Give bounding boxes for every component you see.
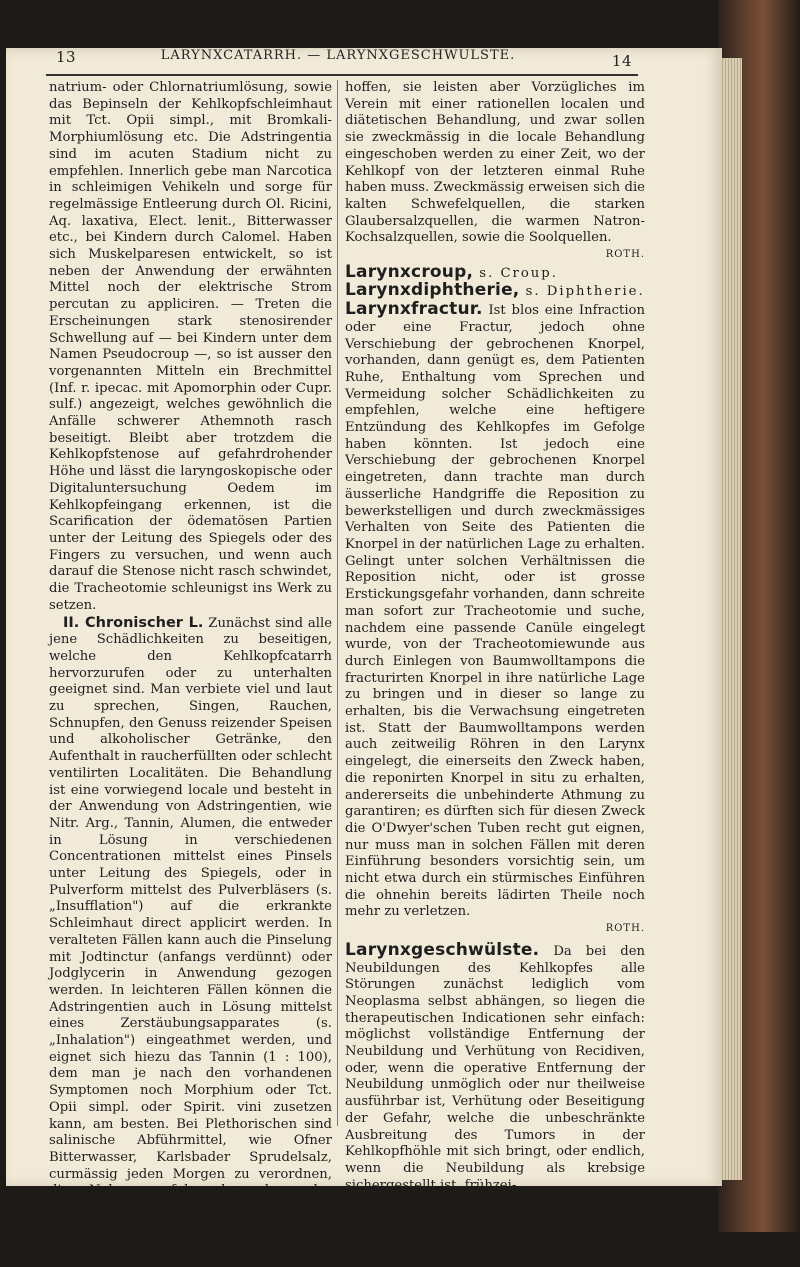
cross-reference-diphtherie: s. Diphtherie. [519,284,645,300]
paragraph-larynxfractur: Ist blos eine Infraction oder eine Fractur, jedoch ohne Verschiebung der gebrochenen Knorpel, vorhanden, dann genügt es, dem Patienten Ruhe, Enthaltung vom Sprechen und Vermeidung solcher Schädlichkeiten zu empfehlen, welche eine heftigere Entzündung des Kehlkopfes im Gefolge haben könnten. Ist jedoch eine Verschiebung der gebrochenen Knorpel eingetreten, dann trachte man durch äusserliche Handgriffe die Reposition zu bewerkstelligen und durch zweckmässiges Verhalten von Seite des Patienten die Knorpel in der natürlichen Lage zu erhalten. Gelingt unter solchen Verhältnissen die Reposition nicht, oder ist grosse Erstickungsgefahr vorhanden, dann schreite man sofort zur Tracheotomie und suche, nachdem eine passende Canüle eingelegt wurde, von der Tracheotomiewunde aus durch Einlegen von Baumwolltampons die fracturirten Knorpel in ihre natürliche Lage zu bringen und in dieser so lange zu erhalten, bis die Verwachsung eingetreten ist. Statt der Baumwolltampons werden auch zeitweilig Röhren in den Larynx eingelegt, die einerseits den Zweck haben, die reponirten Knorpel in situ zu erhalten, andererseits die unbehinderte Athmung zu garantiren; es dürften sich für diesen Zweck die O'Dwyer'schen Tuben recht gut eignen, nur muss man in solchen Fällen mit deren Einführung besonders vorsichtig sein, um nicht etwa durch ein stürmisches Einführen die ohnehin bereits lädirten Theile noch mehr zu verletzen. [345,303,645,920]
paragraph-acute-treatment: natrium- oder Chlornatriumlösung, sowie das Bepinseln der Kehlkopfschleimhaut mit Tct. Opii simpl., mit Bromkali-Morphiumlösung etc. Die Adstringentia sind im acuten Stadium nicht zu empfehlen. Innerlich gebe man Narcotica in schleimigen Vehikeln und sorge für regelmässige Entleerung durch Ol. Ricini, Aq. laxativa, Elect. lenit., Bitterwasser etc., bei Kindern durch Calomel. Haben sich Muskelparesen entwickelt, so ist neben der Anwendung der erwähnten Mittel noch der elektrische Strom percutan zu appliciren. — Treten die Erscheinungen stark stenosirender Schwellung auf — bei Kindern unter dem Namen Pseudocroup —, so ist ausser den vorgenannten Mitteln ein Brechmittel (Inf. r. ipecac. mit Apomorphin oder Cupr. sulf.) angezeigt, welches gewöhnlich die Anfälle schwerer Athemnoth rasch beseitigt. Bleibt aber trotzdem die Kehlkopfstenose auf gefahrdrohender Höhe und lässt die laryngoskopische oder Digitaluntersuchung Oedem im Kehlkopfeingang erkennen, ist die Scarification der ödematösen Partien unter der Leitung des Spiegels oder des Fingers zu versuchen, und wenn auch darauf die Stenose nicht rasch schwindet, die Tracheotomie schleunigst ins Werk zu setzen. [49,80,332,613]
paragraph-spa-treatment: hoffen, sie leisten aber Vorzügliches im Verein mit einer rationellen localen und diätetischen Behandlung, und zwar sollen sie zweckmässig in die locale Behandlung eingeschoben werden zu einer Zeit, wo der Kehlkopf von der letzteren einmal Ruhe haben muss. Zweckmässig erweisen sich die kalten Schwefelquellen, die starken Glaubersalzquellen, die warmen Natron-Kochsalzquellen, sowie die Soolquellen. [345,80,645,246]
headword-larynxgeschwuelste: Larynxgeschwülste. [345,939,540,960]
paragraph-larynxgeschwuelste: Da bei den Neubildungen des Kehlkopfes alle Störungen zunächst lediglich vom Neoplasma selbst abhängen, so liegen die therapeutischen Indicationen sehr einfach: möglichst vollständige Entfernung der Neubildung und Verhütung von Recidiven, oder, wenn die operative Entfernung der Neubildung unmöglich oder nur theilweise ausführbar ist, Verhütung oder Beseitigung der Gefahr, welche die unbeschränkte Ausbreitung des Tumors in der Kehlkopfhöhle mit sich bringt, oder endlich, wenn die Neubildung als krebsige sichergestellt ist, frühzei- [345,943,645,1193]
column-divider [337,80,338,1126]
paragraph-chronic-text: Zunächst sind alle jene Schädlichkeiten zu beseitigen, welche den Kehlkopfcatarrh hervorzurufen oder zu unterhalten geeignet sind. Man verbiete viel und laut zu sprechen, Singen, Rauchen, Schnupfen, den Genuss reizender Speisen und alkoholischer Getränke, den Aufenthalt in raucherfüllten oder schlecht ventilirten Localitäten. Die Behandlung ist eine vorwiegend locale und besteht in der Anwendung von Adstringentien, wie Nitr. Arg., Tannin, Alumen, die entweder in Lösung in verschiedenen Concentrationen mittelst eines Pinsels unter Leitung des Spiegels, oder in Pulverform mittelst des Pulverbläsers (s. „Insufflation") auf die erkrankte Schleimhaut direct applicirt werden. In veralteten Fällen kann auch die Pinselung mit Jodtinctur (anfangs verdünnt) oder Jodglycerin in Anwendung gezogen werden. In leichteren Fällen können die Adstringentien auch in Lösung mittelst eines Zerstäubungsapparates (s. „Inhalation") eingeathmet werden, und eignet sich hiezu das Tannin (1 : 100), dem man je nach den vorhandenen Symptomen noch Morphium oder Tct. Opii simpl. oder Spirit. vini zusetzen kann, am besten. Bei Plethorischen sind salinische Abführmittel, wie Ofner Bitterwasser, Karlsbader Sprudelsalz, curmässig jeden Morgen zu verordnen, die Nahrungszufuhr, besonders der stickstoffhältigen Nahrungsmittel, einzuschränken, die Alcoholica zu verbieten. Von Bädern und Brunnencuren ist im allgemeinen wenig zu [49,615,332,1266]
author-signature: ROTH. [605,923,645,935]
paragraph-chronic [49,615,332,1267]
author-signature: ROTH. [605,249,645,261]
entry-larynxfractur [345,301,645,921]
headword-larynxcroup: Larynxcroup, [345,261,474,282]
subheading-chronic: II. Chronischer L. [63,614,204,631]
entry-larynxgeschwuelste [345,939,645,1195]
headword-larynxfractur: Larynxfractur. [345,299,483,320]
cross-reference-croup: s. Croup. [473,265,558,281]
page-number-left: 13 [56,48,77,66]
headword-larynxdiphtherie: Larynxdiphtherie, [345,280,520,301]
running-title: LARYNXCATARRH. — LARYNXGESCHWÜLSTE. [160,48,516,63]
page-edges [720,58,742,1180]
left-column [49,80,332,1267]
header-rule [46,74,638,76]
page-number-right: 14 [611,52,632,70]
right-column [345,80,645,1194]
